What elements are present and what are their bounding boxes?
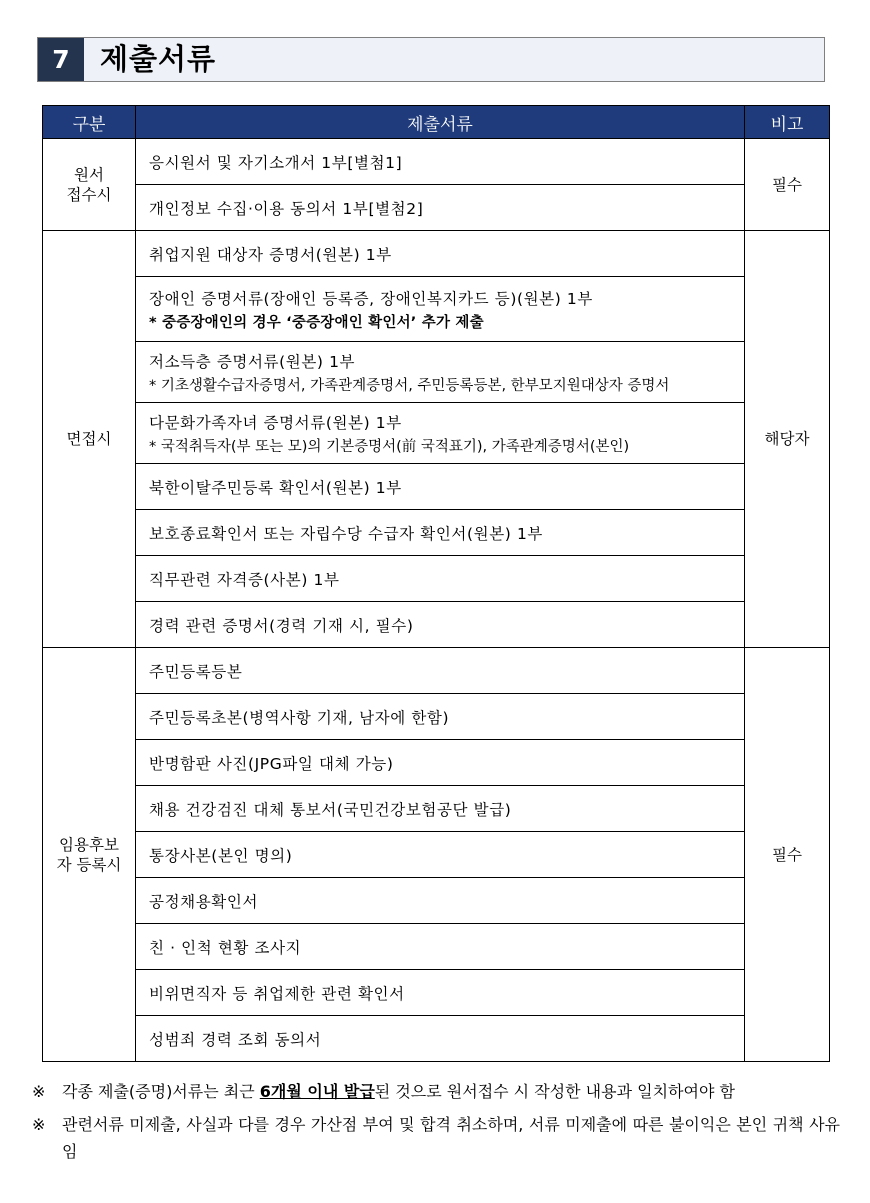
- table-row: [43, 970, 830, 1016]
- document-text: 보호종료확인서 또는 자립수당 수급자 확인서(원본) 1부: [149, 524, 543, 543]
- document-text: 채용 건강검진 대체 통보서(국민건강보험공단 발급): [149, 800, 512, 819]
- table-row: [43, 139, 830, 185]
- section-title: 제출서류: [100, 42, 217, 76]
- table-row: [43, 464, 830, 510]
- document-cell: [136, 648, 745, 694]
- category-cell: 원서 접수시: [43, 139, 136, 231]
- header-category: 구분: [43, 106, 136, 139]
- table-header-row: [43, 106, 830, 139]
- document-cell: [136, 464, 745, 510]
- table-row: [43, 185, 830, 231]
- document-text: 장애인 증명서류(장애인 등록증, 장애인복지카드 등)(원본) 1부: [149, 289, 593, 308]
- document-subnote: * 중증장애인의 경우 ‘중증장애인 확인서’ 추가 제출: [149, 314, 484, 331]
- footnote: [32, 1111, 840, 1165]
- document-cell: [136, 342, 745, 403]
- table-row: [43, 556, 830, 602]
- document-text: 취업지원 대상자 증명서(원본) 1부: [149, 245, 392, 264]
- document-cell: [136, 231, 745, 277]
- table-row: [43, 786, 830, 832]
- document-text: 반명함판 사진(JPG파일 대체 가능): [149, 754, 394, 773]
- footnote-before: 관련서류 미제출, 사실과 다를 경우 가산점 부여 및 합격 취소하며, 서류 미제출에 따른 불이익은 본인 귀책 사유임: [62, 1115, 840, 1161]
- document-text: 경력 관련 증명서(경력 기재 시, 필수): [149, 616, 414, 635]
- document-cell: [136, 740, 745, 786]
- table-body: [43, 139, 830, 1062]
- document-text: 주민등록초본(병역사항 기재, 남자에 한함): [149, 708, 450, 727]
- table-row: [43, 277, 830, 342]
- document-text: 북한이탈주민등록 확인서(원본) 1부: [149, 478, 402, 497]
- document-text: 통장사본(본인 명의): [149, 846, 293, 865]
- footnotes: [32, 1078, 840, 1171]
- document-cell: [136, 694, 745, 740]
- document-text: 직무관련 자격증(사본) 1부: [149, 570, 340, 589]
- table-row: [43, 1016, 830, 1062]
- document-cell: [136, 1016, 745, 1062]
- reference-mark-icon: ※: [32, 1115, 46, 1134]
- reference-mark-icon: ※: [32, 1082, 46, 1101]
- table-row: [43, 510, 830, 556]
- note-cell: 필수: [745, 139, 830, 231]
- table-row: [43, 694, 830, 740]
- documents-table: [42, 105, 830, 1062]
- document-cell: [136, 185, 745, 231]
- document-cell: [136, 878, 745, 924]
- document-text: 다문화가족자녀 증명서류(원본) 1부: [149, 413, 402, 432]
- document-cell: [136, 403, 745, 464]
- table-row: [43, 231, 830, 277]
- document-subnote: * 기초생활수급자증명서, 가족관계증명서, 주민등록등본, 한부모지원대상자 증명서: [149, 377, 670, 394]
- document-cell: [136, 510, 745, 556]
- table-row: [43, 648, 830, 694]
- document-subnote: * 국적취득자(부 또는 모)의 기본증명서(前 국적표기), 가족관계증명서(본인): [149, 438, 630, 455]
- footnote-after: 된 것으로 원서접수 시 작성한 내용과 일치하여야 함: [374, 1082, 735, 1101]
- category-cell: 면접시: [43, 231, 136, 648]
- document-cell: [136, 277, 745, 342]
- footnote-highlight: 6개월 이내 발급: [259, 1082, 375, 1101]
- document-cell: [136, 832, 745, 878]
- table-row: [43, 602, 830, 648]
- table-row: [43, 342, 830, 403]
- document-cell: [136, 786, 745, 832]
- document-text: 친 · 인척 현황 조사지: [149, 938, 302, 957]
- document-cell: [136, 970, 745, 1016]
- document-text: 응시원서 및 자기소개서 1부[별첨1]: [149, 153, 403, 172]
- table-row: [43, 403, 830, 464]
- document-text: 개인정보 수집·이용 동의서 1부[별첨2]: [149, 199, 424, 218]
- document-cell: [136, 139, 745, 185]
- note-cell: 필수: [745, 648, 830, 1062]
- footnote: [32, 1078, 840, 1105]
- document-cell: [136, 556, 745, 602]
- document-text: 성범죄 경력 조회 동의서: [149, 1030, 322, 1049]
- document-cell: [136, 602, 745, 648]
- table-row: [43, 832, 830, 878]
- table-row: [43, 878, 830, 924]
- section-header: [37, 37, 825, 82]
- table-row: [43, 740, 830, 786]
- document-text: 공정채용확인서: [149, 892, 259, 911]
- footnote-text: [62, 1111, 840, 1165]
- document-text: 주민등록등본: [149, 662, 243, 681]
- note-cell: 해당자: [745, 231, 830, 648]
- footnote-text: [62, 1078, 840, 1105]
- footnote-before: 각종 제출(증명)서류는 최근: [62, 1082, 260, 1101]
- document-text: 비위면직자 등 취업제한 관련 확인서: [149, 984, 405, 1003]
- section-number: 7: [38, 38, 84, 81]
- header-documents: 제출서류: [136, 106, 745, 139]
- document-cell: [136, 924, 745, 970]
- document-text: 저소득층 증명서류(원본) 1부: [149, 352, 356, 371]
- category-cell: 임용후보 자 등록시: [43, 648, 136, 1062]
- header-note: 비고: [745, 106, 830, 139]
- table-row: [43, 924, 830, 970]
